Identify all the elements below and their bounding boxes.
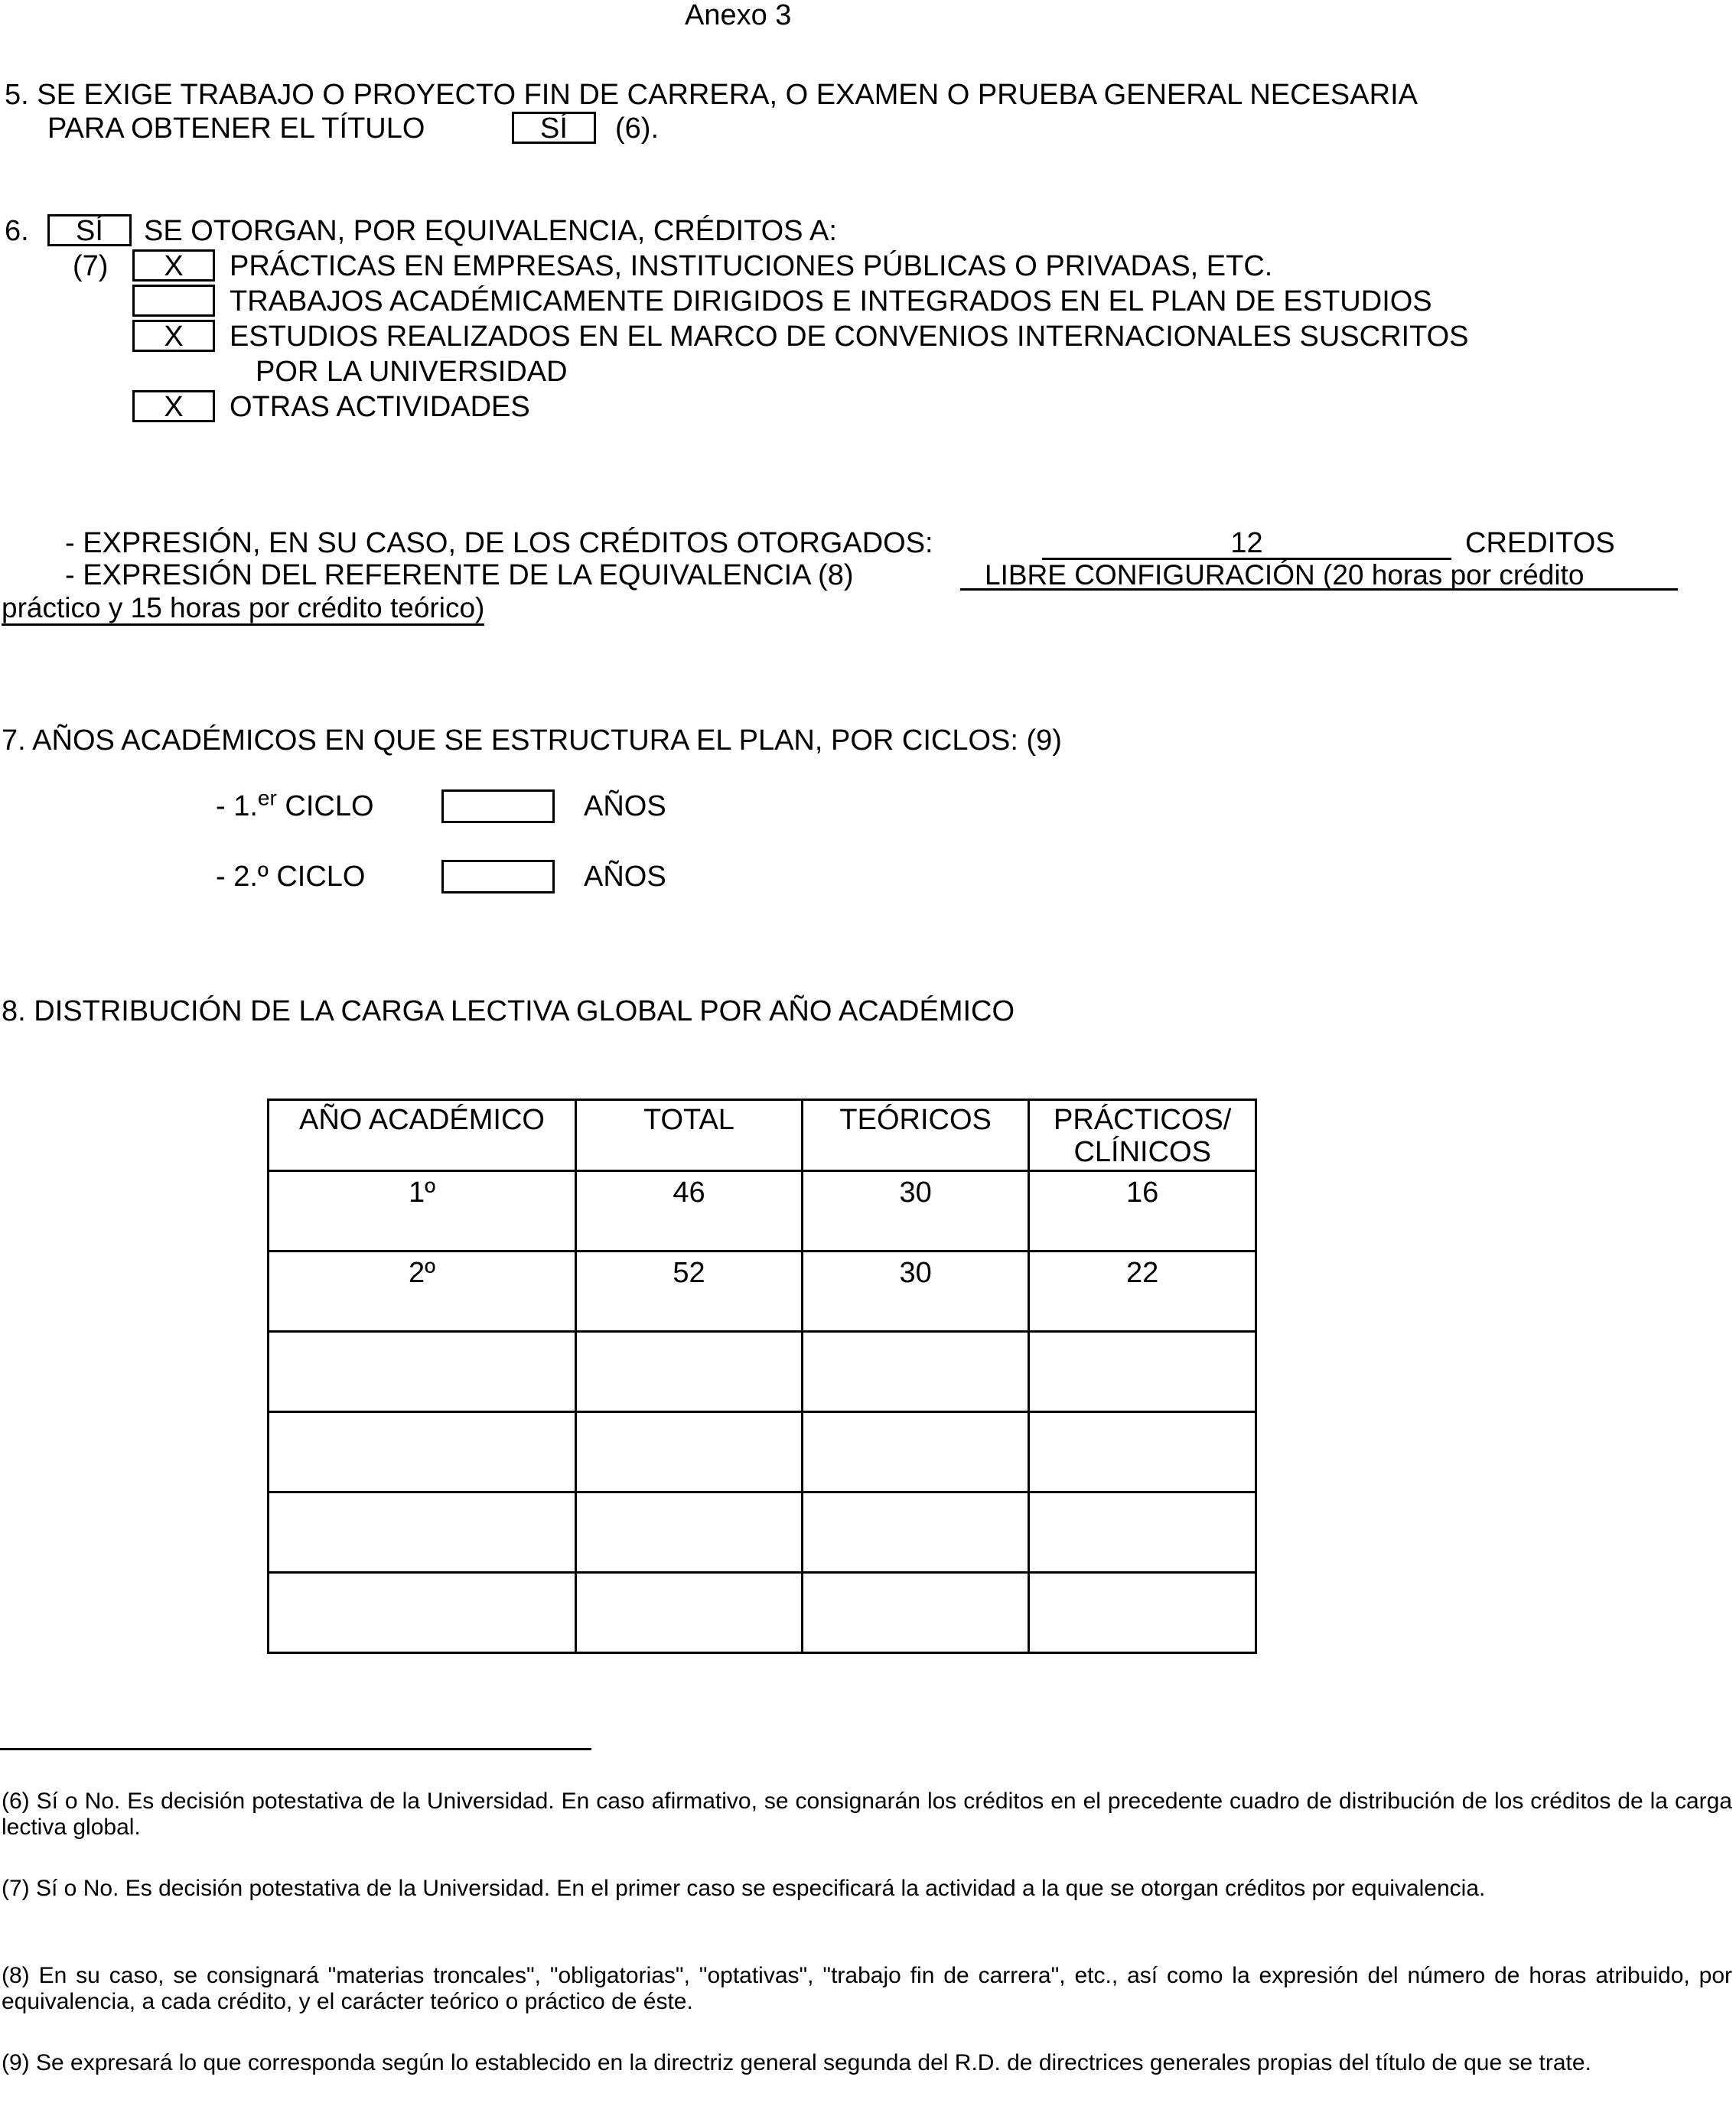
table-cell [1029,1412,1256,1492]
item-checkbox-convenios[interactable]: X [132,320,215,352]
table-header-row [269,1100,1256,1171]
item-label-convenios-cont: POR LA UNIVERSIDAD [256,356,568,388]
section6-heading: SE OTORGAN, POR EQUIVALENCIA, CRÉDITOS A: [144,215,837,247]
table-row [269,1171,1256,1252]
section8-heading: 8. DISTRIBUCIÓN DE LA CARGA LECTIVA GLOBAL POR AÑO ACADÉMICO [2,995,1015,1027]
item-checkbox-practicas[interactable]: X [132,249,215,282]
table-cell: 2º [269,1252,576,1332]
footnote-8: (8) En su caso, se consignará "materias troncales", "obligatorias", "optativas", "trabajo fin de carrera", etc., así como la expresión del número de horas atribuido, por equivalencia, a cada crédito, y el carácter teórico o práctico de éste. [2,1963,1732,2014]
table-cell: 16 [1029,1171,1256,1252]
col-header-teoricos: TEÓRICOS [802,1100,1028,1171]
ciclo2-unit: AÑOS [584,861,666,893]
creditos-label: - EXPRESIÓN, EN SU CASO, DE LOS CRÉDITOS OTORGADOS: [65,527,933,559]
table-cell [269,1492,576,1573]
table-cell [575,1412,802,1492]
ciclo2-years-input[interactable] [441,860,555,894]
footnote-9: (9) Se expresará lo que corresponda según lo establecido en la directriz general segunda del R.D. de directrices generales propias del título de que se trate. [2,2050,1591,2075]
section7-heading: 7. AÑOS ACADÉMICOS EN QUE SE ESTRUCTURA EL PLAN, POR CICLOS: (9) [2,724,1062,757]
table-cell [575,1573,802,1653]
footnote-7: (7) Sí o No. Es decisión potestativa de la Universidad. En el primer caso se especificará la actividad a la que se otorgan créditos por equivalencia. [2,1876,1486,1901]
table-cell: 22 [1029,1252,1256,1332]
item-checkbox-trabajos[interactable] [132,285,215,317]
item-label-otras: OTRAS ACTIVIDADES [230,391,530,423]
page-title: Anexo 3 [685,0,792,31]
referente-value-line2: práctico y 15 horas por crédito teórico) [2,591,484,626]
footnote-separator [0,1748,591,1750]
table-row [269,1252,1256,1332]
table-cell [269,1332,576,1412]
table-cell [1029,1332,1256,1412]
col-header-ano: AÑO ACADÉMICO [269,1100,576,1171]
ciclo1-prefix: - 1. [216,790,258,822]
section5-line1: 5. SE EXIGE TRABAJO O PROYECTO FIN DE CARRERA, O EXAMEN O PRUEBA GENERAL NECESARIA [5,79,1418,111]
ciclo1-label [216,786,374,823]
carga-lectiva-table [267,1099,1257,1654]
ciclo1-unit: AÑOS [584,790,666,822]
table-cell [269,1573,576,1653]
table-row [269,1573,1256,1653]
section6-number: 6. [5,215,29,247]
table-row [269,1492,1256,1573]
table-cell: 30 [802,1171,1028,1252]
section5-line2: PARA OBTENER EL TÍTULO [47,112,425,145]
item-label-convenios: ESTUDIOS REALIZADOS EN EL MARCO DE CONVENIOS INTERNACIONALES SUSCRITOS [230,321,1469,353]
table-cell [802,1573,1028,1653]
ciclo1-sup: er [257,786,277,810]
referente-value-line1: LIBRE CONFIGURACIÓN (20 horas por crédito [960,558,1678,591]
ciclo1-years-input[interactable] [441,789,555,823]
table-cell: 46 [575,1171,802,1252]
table-cell [802,1412,1028,1492]
table-cell [575,1332,802,1412]
section6-checkbox[interactable]: SÍ [47,214,132,246]
table-cell [802,1332,1028,1412]
section6-note-ref: (7) [73,250,109,282]
creditos-unit: CREDITOS [1465,527,1615,559]
table-cell [575,1492,802,1573]
table-cell: 52 [575,1252,802,1332]
table-cell: 1º [269,1171,576,1252]
item-label-practicas: PRÁCTICAS EN EMPRESAS, INSTITUCIONES PÚBLICAS O PRIVADAS, ETC. [230,250,1273,282]
footnote-6: (6) Sí o No. Es decisión potestativa de la Universidad. En caso afirmativo, se consignarán los créditos en el precedente cuadro de distribución de los créditos de la carga lectiva global. [2,1789,1732,1840]
creditos-value: 12 [1042,526,1451,560]
col-header-total: TOTAL [575,1100,802,1171]
table-row [269,1332,1256,1412]
ciclo1-suffix: CICLO [285,790,374,822]
item-label-trabajos: TRABAJOS ACADÉMICAMENTE DIRIGIDOS E INTEGRADOS EN EL PLAN DE ESTUDIOS [230,285,1432,317]
table-cell [1029,1573,1256,1653]
ciclo2-label: - 2.º CICLO [216,861,366,893]
table-cell [269,1412,576,1492]
section5-note-ref: (6). [615,112,659,145]
table-row [269,1412,1256,1492]
col-header-practicos: PRÁCTICOS/ CLÍNICOS [1029,1100,1256,1171]
referente-label: - EXPRESIÓN DEL REFERENTE DE LA EQUIVALENCIA (8) [65,559,854,591]
table-cell [1029,1492,1256,1573]
item-checkbox-otras[interactable]: X [132,390,215,422]
table-cell: 30 [802,1252,1028,1332]
section5-checkbox[interactable]: SÍ [512,112,596,144]
table-cell [802,1492,1028,1573]
